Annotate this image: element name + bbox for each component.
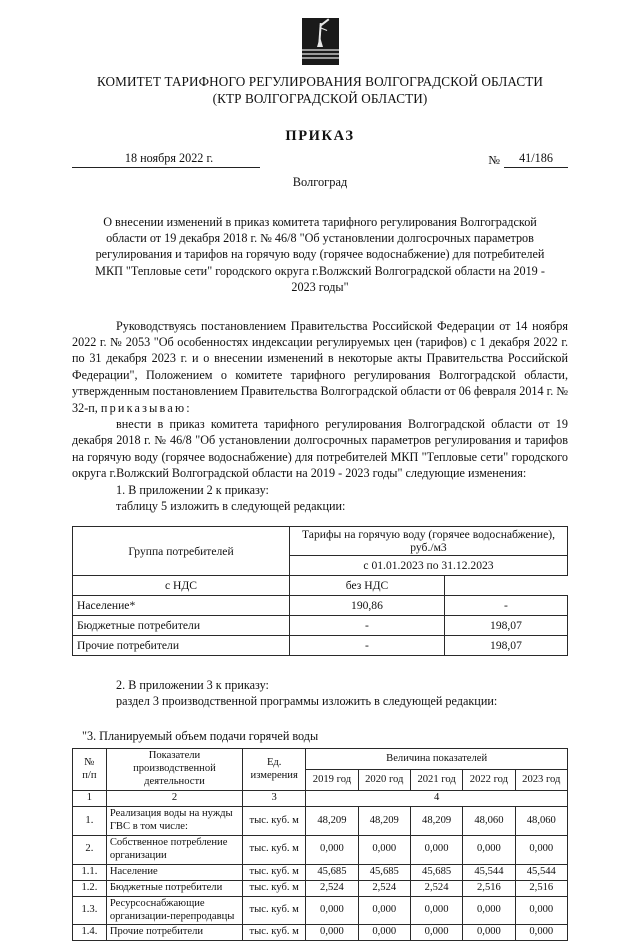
volume-cell-indicator: Ресурсоснабжающие организации-перепродавцы — [106, 896, 242, 925]
tariff-header-group: Группа потребителей — [73, 527, 290, 576]
body-paragraph-1 — [72, 318, 568, 416]
tariff-cell-with-vat: 190,86 — [290, 596, 445, 616]
table-row — [73, 864, 568, 880]
tariff-cell-group: Население* — [73, 596, 290, 616]
volume-cell-indicator: Собственное потребление организации — [106, 835, 242, 864]
volume-cell-unit: тыс. куб. м — [243, 864, 306, 880]
volume-cell-2019: 0,000 — [306, 835, 358, 864]
volume-cell-2022: 45,544 — [463, 864, 515, 880]
table-row — [73, 896, 568, 925]
volume-cell-2023: 0,000 — [515, 896, 567, 925]
volume-cell-2020: 2,524 — [358, 880, 410, 896]
date-number-row — [72, 151, 568, 168]
body-item-1-sub: таблицу 5 изложить в следующей редакции: — [116, 498, 346, 513]
document-subject: О внесении изменений в приказ комитета тарифного регулирования Волгоградской области от 19 декабря 2018 г. № 46/8 "Об установлении долгосрочных параметров регулирования и тарифов на горячую воду (горячее водоснабжение) для потребителей МКП "Тепловые сети" городского округа г.Волжский Волгоградской области на 2019 - 2023 годы" — [95, 214, 545, 295]
volgograd-oblast-emblem-icon — [302, 18, 339, 65]
volume-cell-2022: 2,516 — [463, 880, 515, 896]
volume-table — [72, 748, 568, 941]
volume-cell-2021: 2,524 — [410, 880, 462, 896]
volume-cell-no: 1.2. — [73, 880, 107, 896]
emblem-stripe-2 — [302, 53, 339, 55]
table-row — [73, 835, 568, 864]
tariff-cell-with-vat: - — [290, 616, 445, 636]
volume-numbering-2: 2 — [106, 791, 242, 807]
volume-cell-unit: тыс. куб. м — [243, 925, 306, 941]
tariff-table — [72, 526, 568, 656]
volume-cell-indicator: Прочие потребители — [106, 925, 242, 941]
volume-header-indicator — [106, 749, 242, 791]
tariff-header-tariffs: Тарифы на горячую воду (горячее водоснабжение), руб./м3 — [290, 527, 568, 556]
volume-numbering-4: 4 — [306, 791, 568, 807]
volume-header-unit — [243, 749, 306, 791]
volume-cell-indicator: Реализация воды на нужды ГВС в том числе: — [106, 807, 242, 836]
table-row — [73, 807, 568, 836]
volume-cell-2023: 0,000 — [515, 835, 567, 864]
volume-cell-2019: 48,209 — [306, 807, 358, 836]
volume-cell-no: 1.1. — [73, 864, 107, 880]
volume-cell-no: 2. — [73, 835, 107, 864]
table-row — [73, 880, 568, 896]
tariff-header-period: с 01.01.2023 по 31.12.2023 — [290, 556, 568, 576]
volume-cell-2019: 0,000 — [306, 925, 358, 941]
tariff-header-without-vat: без НДС — [290, 576, 445, 596]
volume-cell-2023: 48,060 — [515, 807, 567, 836]
volume-cell-2022: 0,000 — [463, 835, 515, 864]
volume-cell-unit: тыс. куб. м — [243, 807, 306, 836]
volume-header-year-2022: 2022 год — [463, 770, 515, 791]
table-row — [73, 576, 568, 596]
document-number-value: 41/186 — [504, 151, 568, 168]
table-row — [73, 749, 568, 770]
volume-cell-2020: 45,685 — [358, 864, 410, 880]
volume-cell-2019: 45,685 — [306, 864, 358, 880]
emblem-figure-arm-raised — [320, 18, 330, 26]
volume-header-unit-line-2: измерения — [250, 769, 298, 781]
number-sign-label: № — [488, 152, 500, 167]
tariff-cell-with-vat: - — [290, 636, 445, 656]
volume-cell-2023: 0,000 — [515, 925, 567, 941]
table-row — [73, 527, 568, 556]
document-body — [72, 318, 568, 482]
body-item-2: 2. В приложении 3 к приказу: — [116, 678, 269, 693]
volume-cell-2019: 0,000 — [306, 896, 358, 925]
tariff-header-with-vat: с НДС — [73, 576, 290, 596]
volume-cell-2021: 48,209 — [410, 807, 462, 836]
volume-header-values: Величина показателей — [306, 749, 568, 770]
volume-header-indicator-line-2: производственной — [133, 763, 216, 775]
volume-header-year-2023: 2023 год — [515, 770, 567, 791]
document-city: Волгоград — [292, 174, 348, 189]
volume-cell-2020: 0,000 — [358, 925, 410, 941]
body-item-2-sub: раздел 3 производственной программы изложить в следующей редакции: — [116, 694, 498, 709]
volume-cell-no: 1.3. — [73, 896, 107, 925]
body-paragraph-1-text: Руководствуясь постановлением Правительства Российской Федерации от 14 ноября 2022 г. № 2053 "Об особенностях индексации регулируемых цен (тарифов) с 1 декабря 2022 г. по 31 декабря 2023 г. и о внесении изменений в некоторые акты Правительства Российской Федерации", Положением о комитете тарифного регулирования Волгоградской области, утвержденным постановлением Правительства Волгоградской области от 06 февраля 2014 г. № 32-п, — [72, 318, 569, 415]
volume-cell-2019: 2,524 — [306, 880, 358, 896]
volume-numbering-3: 3 — [243, 791, 306, 807]
volume-header-no — [73, 749, 107, 791]
volume-cell-2023: 2,516 — [515, 880, 567, 896]
volume-header-no-line-1: № — [84, 756, 95, 768]
volume-header-year-2019: 2019 год — [306, 770, 358, 791]
volume-cell-unit: тыс. куб. м — [243, 896, 306, 925]
volume-numbering-1: 1 — [73, 791, 107, 807]
volume-cell-indicator: Бюджетные потребители — [106, 880, 242, 896]
volume-header-unit-line-1: Ед. — [266, 756, 282, 768]
table-row — [73, 925, 568, 941]
volume-cell-2022: 0,000 — [463, 896, 515, 925]
emblem-container — [72, 0, 568, 65]
volume-header-year-2020: 2020 год — [358, 770, 410, 791]
body-item-1: 1. В приложении 2 к приказу: — [116, 482, 269, 497]
order-verb: приказываю: — [100, 400, 192, 415]
volume-cell-2020: 48,209 — [358, 807, 410, 836]
volume-cell-indicator: Население — [106, 864, 242, 880]
document-number-field — [488, 151, 568, 168]
volume-header-year-2021: 2021 год — [410, 770, 462, 791]
tariff-cell-group: Бюджетные потребители — [73, 616, 290, 636]
volume-header-no-line-2: п/п — [82, 769, 97, 781]
table-row — [73, 791, 568, 807]
volume-cell-unit: тыс. куб. м — [243, 880, 306, 896]
volume-cell-no: 1.4. — [73, 925, 107, 941]
volume-cell-2022: 0,000 — [463, 925, 515, 941]
tariff-cell-group: Прочие потребители — [73, 636, 290, 656]
emblem-stripe-3 — [302, 57, 339, 59]
organization-title — [72, 74, 568, 108]
volume-cell-2021: 45,685 — [410, 864, 462, 880]
volume-cell-unit: тыс. куб. м — [243, 835, 306, 864]
organization-title-line-2: (КТР ВОЛГОГРАДСКОЙ ОБЛАСТИ) — [212, 90, 428, 106]
volume-cell-no: 1. — [73, 807, 107, 836]
organization-title-line-1: КОМИТЕТ ТАРИФНОГО РЕГУЛИРОВАНИЯ ВОЛГОГРАДСКОЙ ОБЛАСТИ — [96, 74, 544, 89]
table-row — [73, 616, 568, 636]
tariff-cell-without-vat: 198,07 — [444, 616, 567, 636]
tariff-cell-without-vat: - — [444, 596, 567, 616]
document-type-heading: ПРИКАЗ — [285, 127, 355, 144]
volume-cell-2022: 48,060 — [463, 807, 515, 836]
volume-header-indicator-line-3: деятельности — [144, 776, 205, 788]
document-date: 18 ноября 2022 г. — [72, 151, 260, 168]
volume-header-indicator-line-1: Показатели — [148, 750, 201, 762]
volume-cell-2023: 45,544 — [515, 864, 567, 880]
tariff-cell-without-vat: 198,07 — [444, 636, 567, 656]
volume-cell-2020: 0,000 — [358, 896, 410, 925]
table-row — [73, 636, 568, 656]
volume-cell-2020: 0,000 — [358, 835, 410, 864]
volume-cell-2021: 0,000 — [410, 835, 462, 864]
plan-section-title: "3. Планируемый объем подачи горячей воды — [82, 729, 319, 744]
volume-cell-2021: 0,000 — [410, 925, 462, 941]
emblem-stripe-1 — [302, 49, 339, 51]
volume-cell-2021: 0,000 — [410, 896, 462, 925]
table-row — [73, 596, 568, 616]
body-paragraph-2: внести в приказ комитета тарифного регулирования Волгоградской области от 19 декабря 2018 г. № 46/8 "Об установлении долгосрочных параметров регулирования и тарифов на горячую воду (горячее водоснабжение) для потребителей МКП "Тепловые сети" городского округа г.Волжский Волгоградской области на 2019 - 2023 годы" следующие изменения: — [72, 416, 568, 481]
